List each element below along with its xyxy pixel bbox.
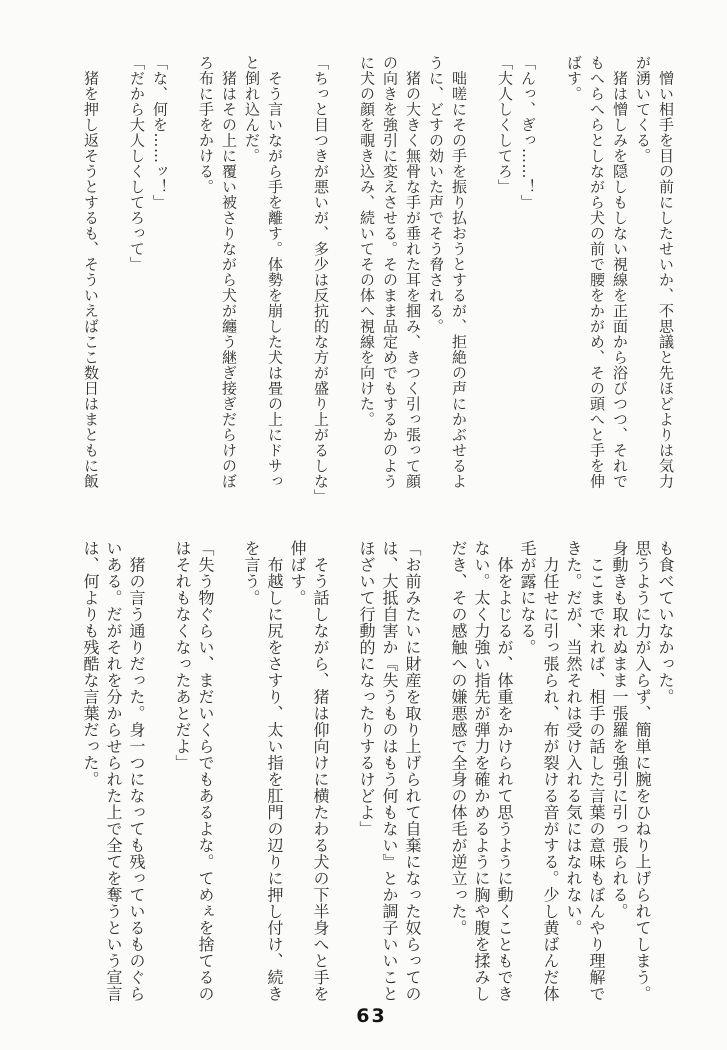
text-line: 布越しに尻をさすり、太い指を肛門の辺りに押し付け、続き — [265, 540, 284, 1002]
text-line: 「な、何を……ッ！」 — [151, 55, 169, 210]
text-line: 「だから大人しくしてろって」 — [128, 55, 146, 272]
text-line: も食べていなかった。 — [656, 540, 675, 705]
text-line: は、大抵自害か『失うものはもう何もない』とか調子いいこと — [380, 540, 399, 1002]
text-line: ここまで来れば、相手の話した言葉の意味もぼんやり理解で — [587, 540, 606, 1002]
text-line: はそれもなくなったあとだよ」 — [173, 540, 192, 771]
text-line: 伸ばす。 — [288, 540, 307, 606]
text-line: うに、どすの効いた声でそう脅される。 — [427, 55, 445, 334]
text-line: 力任せに引っ張られ、布が裂ける音がする。少し黄ばんだ体 — [541, 540, 560, 1002]
text-line: は、何よりも残酷な言葉だった。 — [81, 540, 100, 788]
text-line — [102, 55, 125, 501]
text-line: ほざいて行動的になったりするけどよ」 — [357, 540, 376, 837]
text-line: 猪を押し返そうとするも、そういえばここ数日はまともに飯 — [82, 55, 100, 489]
text-line: 猪の言う通りだった。身一つになっても残っているものぐら — [127, 540, 146, 1002]
lower-text-block — [79, 540, 677, 1018]
text-line: ばす。 — [565, 55, 583, 102]
text-line: だき、その感触への嫌悪感で全身の体毛が逆立った。 — [449, 540, 468, 936]
text-line: 「失う物ぐらい、まだいくらでもあるよな。てめぇを捨てるの — [196, 540, 215, 1002]
text-line: ろ布に手をかける。 — [197, 55, 215, 195]
text-line — [217, 540, 240, 1018]
text-line: に犬の顔を覗き込み、続いてその体へ視線を向けた。 — [358, 55, 376, 427]
text-line — [286, 55, 309, 501]
text-line: 「んっ、ぎっ……！」 — [519, 55, 537, 210]
upper-text-block — [79, 55, 677, 505]
text-line: の向きを強引に変えさせる。そのまま品定めでもするかのよう — [381, 55, 399, 489]
text-line: 猪の大きく無骨な手が垂れた耳を掴み、きつく引っ張って顔 — [404, 55, 422, 489]
text-line: 思うように力が入らず、簡単に腕をひねり上げられてしまう。 — [633, 540, 652, 1002]
text-line: 体をよじるが、体重をかけられて思うように動くこともでき — [495, 540, 514, 1002]
text-line: きた。だが、当然それは受け入れる気にはなれない。 — [564, 540, 583, 936]
text-line: 毛が露になる。 — [518, 540, 537, 656]
text-line — [148, 540, 171, 1018]
text-line: を言う。 — [242, 540, 261, 606]
text-line: 咄嗟にその手を振り払おうとするが、拒絶の声にかぶせるよ — [450, 55, 468, 489]
text-line: 「大人しくしてろ」 — [496, 55, 514, 195]
text-line: 身動きも取れぬまま一張羅を強引に引っ張られる。 — [610, 540, 629, 920]
text-line: いある。だがそれを分からせられた上で全てを奪うという宣言 — [104, 540, 123, 1002]
text-line — [332, 55, 355, 501]
text-line: 「ちっと目つきが悪いが、多少は反抗的な方が盛り上がるしな」 — [312, 55, 330, 505]
text-line — [424, 540, 447, 1018]
text-line: そう話しながら、猪は仰向けに横たわる犬の下半身へと手を — [311, 540, 330, 1002]
text-line: 猪はその上に覆い被さりながら犬が纏う継ぎ接ぎだらけのぼ — [220, 55, 238, 489]
text-line — [470, 55, 493, 501]
text-line: 憎い相手を目の前にしたせいか、不思議と先ほどよりは気力 — [657, 55, 675, 489]
text-line: ない。太く力強い指先が弾力を確かめるように胸や腹を揉みし — [472, 540, 491, 1002]
text-line: そう言いながら手を離す。体勢を崩した犬は畳の上にドサっ — [266, 55, 284, 489]
page-number: 63 — [356, 1005, 387, 1027]
text-line: 「お前みたいに財産を取り上げられて自棄になった奴らっての — [403, 540, 422, 1002]
text-line — [539, 55, 562, 501]
text-line — [171, 55, 194, 501]
text-line: 猪は憎しみを隠しもしない視線を正面から浴びつつ、それで — [611, 55, 629, 489]
text-line — [332, 540, 355, 1018]
text-line: と倒れ込んだ。 — [243, 55, 261, 164]
text-line: もへらへらとしながら犬の前で腰をかがめ、その頭へと手を伸 — [588, 55, 606, 489]
text-line: が湧いてくる。 — [634, 55, 652, 164]
